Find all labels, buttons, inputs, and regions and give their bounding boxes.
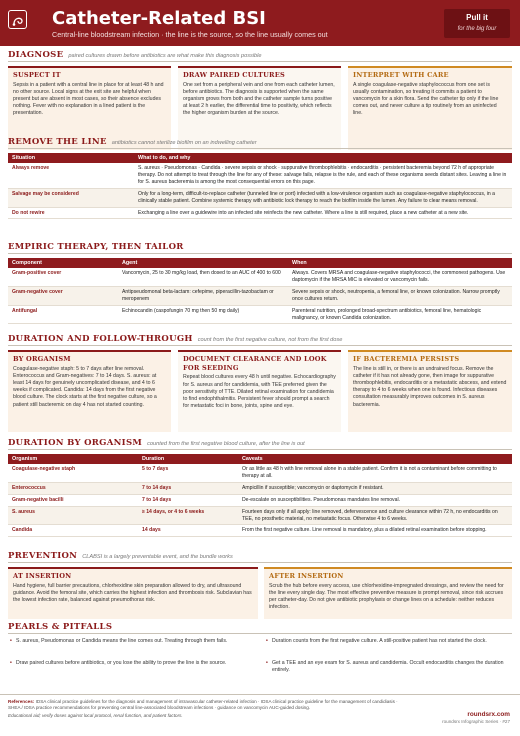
table-cell: ≥ 14 days, or 4 to 6 weeks: [138, 506, 238, 525]
section-heading: EMPIRIC THERAPY, THEN TAILOR: [8, 242, 184, 252]
table-row: [8, 525, 512, 537]
column-header: When: [288, 258, 512, 268]
section-heading: PREVENTION: [8, 551, 78, 561]
brand-block: [442, 711, 510, 726]
column-header: Agent: [118, 258, 288, 268]
table-header-row: [8, 454, 512, 464]
table-row: [8, 494, 512, 506]
card-title: AT INSERTION: [13, 572, 72, 580]
pull-it-badge: [444, 9, 510, 38]
table-cell: 5 to 7 days: [138, 464, 238, 482]
table-row: [8, 268, 512, 286]
references: [8, 699, 408, 719]
table-cell: Always remove: [8, 163, 134, 188]
section-subheading: CLABSI is a largely preventable event, and the bundle works: [82, 554, 233, 560]
table-cell: 14 days: [138, 525, 238, 537]
table-cell: Antipseudomonal beta-lactam: cefepime, piperacillin-tazobactam or meropenem: [118, 286, 288, 305]
card-title: SUSPECT IT: [13, 71, 61, 79]
card-title: DRAW PAIRED CULTURES: [183, 71, 285, 79]
table-row: [8, 286, 512, 305]
catheter-icon: [8, 10, 27, 29]
table-cell: Or as little as 48 h with line removal alone in a stable patient. Confirm it is not a contaminant before committing to therapy at all.: [238, 464, 512, 482]
table-cell: 7 to 14 days: [138, 494, 238, 506]
references-label: References:: [8, 699, 35, 704]
table-cell: Only for a long-term, difficult-to-replace catheter (tunneled line or port) infected with a low-virulence organism such as coagulase-negative staphylococcus, in a clinically stable patient. Combine systemic therapy with antibiotic lock therapy to reach the biofilm inside the lumen. Any failure to clear means removal.: [134, 188, 512, 207]
column-header: Caveats: [238, 454, 512, 464]
duration-by-organism-table: [8, 454, 512, 537]
table-cell: S. aureus: [8, 506, 138, 525]
section-subheading: antibiotics cannot sterilize biofilm on an indwelling catheter: [111, 140, 257, 146]
table-row: [8, 163, 512, 188]
table-cell: Echinocandin (caspofungin 70 mg then 50 mg daily): [118, 305, 288, 324]
card-body: Hand hygiene, full barrier precautions, chlorhexidine skin preparation allowed to dry, and ultrasound guidance. Avoid the femoral site, which carries the highest infection and thrombosis risk. Subclavian has the lowest infection rate, balanced against pneumothorax risk.: [13, 582, 252, 604]
references-text: IDSA clinical practice guidelines for the diagnosis and management of intravascular catheter-related infection · IDSA clinical practice guideline for the management of candidiasis · SHEA / IDSA practice recommendations for preventing central line-associated bloodstream infections · guidance on vancomycin AUC-guided dosing.: [8, 699, 398, 711]
column-header: What to do, and why: [134, 153, 512, 163]
table-cell: Gram-positive cover: [8, 268, 118, 286]
pearl-item: • Get a TEE and an eye exam for S. aureus and candidemia. Occult endocarditis changes the duration entirely.: [266, 660, 510, 674]
card-body: Repeat blood cultures every 48 h until negative. Echocardiography for S. aureus and for candidemia, with TEE preferred given the poor sensitivity of TTE. Dilated retinal examination for candidemia to find endophthalmitis. Persistent fever should prompt a search for metastatic foci in bone, joints, spine and eye.: [183, 374, 336, 410]
card-after-insertion: [264, 567, 512, 619]
table-cell: Severe sepsis or shock, neutropenia, a femoral line, or known colonization. Narrow promptly once cultures return.: [288, 286, 512, 305]
table-cell: Always. Covers MRSA and coagulase-negative staphylococci, the commonest pathogens. Use daptomycin if the MRSA MIC is elevated or vancomycin fails.: [288, 268, 512, 286]
section-empiric-therapy: [8, 242, 512, 254]
card-by-organism: [8, 350, 171, 432]
card-body: A single coagulase-negative staphylococcus from one set is usually contamination, so treating it commits a patient to vancomycin for a skin flora. Send the catheter tip only if the line comes out, and never culture a tip routinely from an uninfected line.: [353, 81, 499, 117]
series-label: roundsrx Infographic Series · #27: [442, 719, 510, 725]
section-pearls-pitfalls: [8, 622, 512, 634]
section-heading: DIAGNOSE: [8, 50, 64, 60]
section-heading: PEARLS & PITFALLS: [8, 622, 113, 632]
table-row: [8, 464, 512, 482]
empiric-therapy-table: [8, 258, 512, 324]
table-cell: Gram-negative bacilli: [8, 494, 138, 506]
table-row: [8, 188, 512, 207]
page-subtitle: Central-line bloodstream infection · the line is the source, so the line usually comes out: [52, 30, 328, 39]
card-title: DOCUMENT CLEARANCE AND LOOK FOR SEEDING: [183, 355, 327, 372]
table-cell: Enterococcus: [8, 482, 138, 494]
section-prevention: [8, 551, 512, 563]
section-diagnose: [8, 50, 512, 62]
card-title: INTERPRET WITH CARE: [353, 71, 449, 79]
column-header: Component: [8, 258, 118, 268]
section-heading: REMOVE THE LINE: [8, 137, 107, 147]
section-heading: DURATION BY ORGANISM: [8, 438, 143, 448]
column-header: Organism: [8, 454, 138, 464]
column-header: Duration: [138, 454, 238, 464]
section-duration-by-organism: [8, 438, 512, 450]
table-cell: Coagulase-negative staph: [8, 464, 138, 482]
disclaimer: Educational aid; verify doses against local protocol, renal function, and patient factors.: [8, 712, 183, 718]
footer: [0, 694, 520, 736]
brand-link[interactable]: roundsrx.com: [467, 711, 510, 718]
card-body: The line is still in, or there is an undrained focus. Remove the catheter if it has not already gone, then image for suppurative thrombophlebitis, endocarditis or a metastatic abscess, and extend therapy to 4 to 6 weeks when one is found. Infectious diseases consultation measurably improves outcomes in S. aureus bacteremia.: [353, 365, 507, 408]
table-cell: Salvage may be considered: [8, 188, 134, 207]
card-title: AFTER INSERTION: [269, 572, 344, 580]
card-at-insertion: [8, 567, 258, 619]
table-header-row: [8, 153, 512, 163]
table-cell: Antifungal: [8, 305, 118, 324]
table-cell: Fourteen days only if all apply: line removed, defervescence and culture clearance within 72 h, no endocarditis on TEE, no prosthetic material, no metastatic focus. Otherwise 4 to 6 weeks.: [238, 506, 512, 525]
section-remove-line: [8, 137, 512, 149]
section-duration-follow-through: [8, 334, 512, 346]
card-body: Scrub the hub before every access, use chlorhexidine-impregnated dressings, and review the need for the line every single day. The most effective preventive measure is prompt removal, since risk accrues per catheter-day. Do not give antibiotic prophylaxis or change lines on a schedule: neither reduces infection.: [269, 582, 504, 611]
section-subheading: counted from the first negative blood culture, after the line is out: [147, 441, 305, 447]
card-body: Coagulase-negative staph: 5 to 7 days after line removal. Enterococcus and Gram-negatives: 7 to 14 days. S. aureus: at least 14 days for genuinely uncomplicated disease, and 4 to 6 weeks if complicated. Candida: 14 days from the first negative blood culture. The clock starts at the first negative culture, so a patient still bacteremic on day 4 has not started counting.: [13, 365, 157, 408]
pull-it-subtitle: for the big four: [457, 25, 497, 32]
page-title: Catheter-Related BSI: [52, 8, 266, 29]
pearl-item: • S. aureus, Pseudomonas or Candida means the line comes out. Treating through them fails.: [10, 638, 250, 645]
remove-line-table: [8, 153, 512, 219]
pearl-item: • Duration counts from the first negative culture. A still-positive patient has not started the clock.: [266, 638, 510, 645]
section-subheading: paired cultures drawn before antibiotics are what make this diagnosis possible: [68, 53, 262, 59]
table-cell: De-escalate on susceptibilities. Pseudomonas mandates line removal.: [238, 494, 512, 506]
section-subheading: count from the first negative culture, not from the first dose: [197, 337, 343, 343]
card-body: One set from a peripheral vein and one from each catheter lumen, before antibiotics. The diagnosis is supported when the same organism grows from both and the catheter sample turns positive at least 2 h earlier, the differential time to positivity, which reflects the higher organism burden at the source.: [183, 81, 335, 117]
table-cell: Vancomycin, 25 to 30 mg/kg load, then dosed to an AUC of 400 to 600: [118, 268, 288, 286]
table-cell: Gram-negative cover: [8, 286, 118, 305]
table-cell: 7 to 14 days: [138, 482, 238, 494]
table-row: [8, 207, 512, 219]
pull-it-title: Pull it: [466, 13, 488, 22]
card-title: IF BACTEREMIA PERSISTS: [353, 355, 460, 363]
table-row: [8, 506, 512, 525]
table-cell: Parenteral nutrition, prolonged broad-spectrum antibiotics, femoral line, hematologic malignancy, or known Candida colonization.: [288, 305, 512, 324]
pearl-item: • Draw paired cultures before antibiotics, or you lose the ability to prove the line is the source.: [10, 660, 250, 667]
table-cell: Ampicillin if susceptible; vancomycin or daptomycin if resistant.: [238, 482, 512, 494]
column-header: Situation: [8, 153, 134, 163]
table-cell: Candida: [8, 525, 138, 537]
section-heading: DURATION AND FOLLOW-THROUGH: [8, 334, 193, 344]
table-header-row: [8, 258, 512, 268]
table-row: [8, 305, 512, 324]
table-cell: Exchanging a line over a guidewire into an infected site reinfects the new catheter. Where a line is still required, place a new catheter at a new site.: [134, 207, 512, 219]
table-cell: Do not rewire: [8, 207, 134, 219]
header-banner: [0, 0, 520, 46]
table-cell: S. aureus · Pseudomonas · Candida · severe sepsis or shock · suppurative thrombophlebitis · endocarditis · persistent bacteremia beyond 72 h of appropriate therapy. Do not attempt to treat through the line for any of these: salvage fails, relapse is the rule, and each of these organisms seeds distant sites. Leaving a line in for S. aureus bacteremia is among the most consequential errors on this page.: [134, 163, 512, 188]
card-document-clearance: [178, 350, 341, 432]
card-body: Sepsis in a patient with a central line in place for at least 48 h and no other source. Local signs at the exit site are helpful when present but are absent in most cases, so their absence excludes nothing. Fever with no explanation in a lined patient is the presentation.: [13, 81, 164, 117]
table-row: [8, 482, 512, 494]
card-title: BY ORGANISM: [13, 355, 71, 363]
card-if-bacteremia-persists: [348, 350, 512, 432]
table-cell: From the first negative culture. Line removal is mandatory, plus a dilated retinal examination before stopping.: [238, 525, 512, 537]
